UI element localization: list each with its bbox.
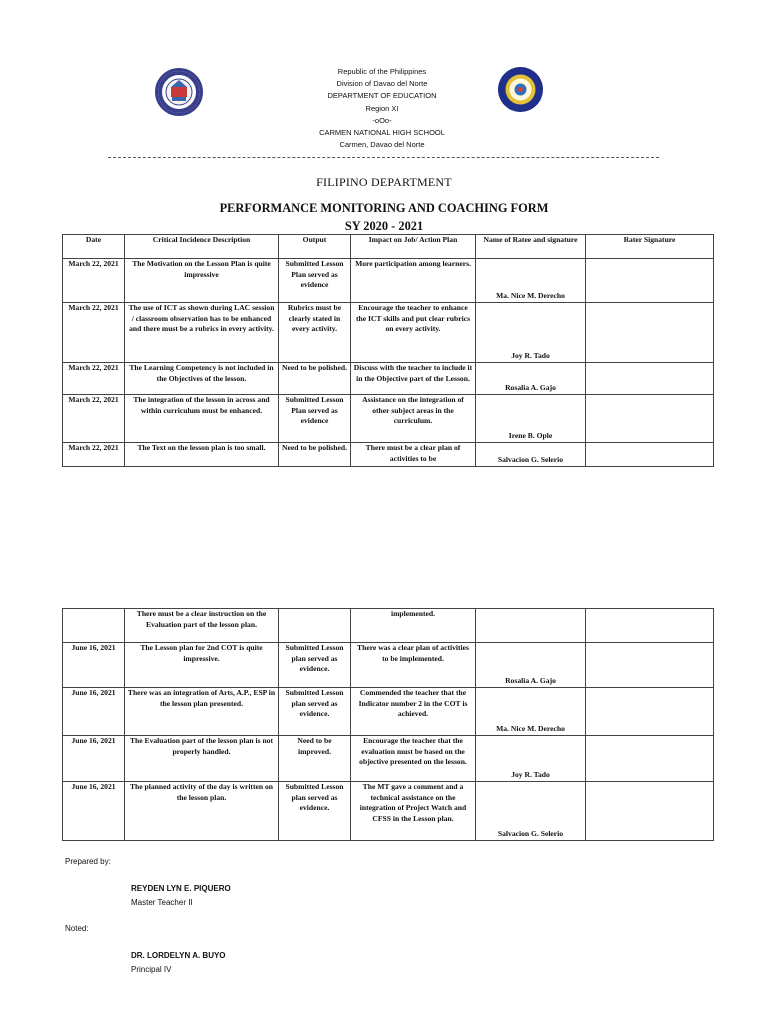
- output-cell: Rubrics must be clearly stated in every activity.: [279, 303, 351, 363]
- impact-cell: Encourage the teacher that the evaluation must be based on the objective presented on the lesson.: [351, 736, 476, 782]
- column-header-date: Date: [63, 235, 125, 259]
- prepared-by-label: Prepared by:: [65, 857, 111, 866]
- output-cell: Need to be polished.: [279, 363, 351, 395]
- header-department: DEPARTMENT OF EDUCATION: [327, 91, 437, 101]
- description-cell: The Text on the lesson plan is too small.: [125, 443, 279, 467]
- ratee-cell: Salvacion G. Selerio: [476, 782, 586, 841]
- header-address: Carmen, Davao del Norte: [339, 140, 425, 150]
- output-cell: Submitted Lesson Plan served as evidence: [279, 259, 351, 303]
- impact-cell: More participation among learners.: [351, 259, 476, 303]
- date-cell: March 22, 2021: [63, 303, 125, 363]
- table-row: [63, 688, 714, 736]
- table-row: [63, 643, 714, 688]
- rater-signature-cell: [586, 609, 714, 643]
- date-cell: March 22, 2021: [63, 443, 125, 467]
- impact-cell: implemented.: [351, 609, 476, 643]
- ratee-cell: Salvacion G. Selerio: [476, 443, 586, 467]
- output-cell: Submitted Lesson Plan served as evidence: [279, 395, 351, 443]
- rater-signature-cell: [586, 688, 714, 736]
- prepared-by-name: REYDEN LYN E. PIQUERO: [131, 884, 231, 893]
- output-cell: Submitted Lesson plan served as evidence.: [279, 688, 351, 736]
- impact-cell: There must be a clear plan of activities to be: [351, 443, 476, 467]
- rater-signature-cell: [586, 643, 714, 688]
- output-cell: Submitted Lesson plan served as evidence.: [279, 782, 351, 841]
- output-cell: Need to be improved.: [279, 736, 351, 782]
- table-row: [63, 443, 714, 467]
- output-cell: Need to be polished.: [279, 443, 351, 467]
- date-cell: June 16, 2021: [63, 782, 125, 841]
- description-cell: There must be a clear instruction on the Evaluation part of the lesson plan.: [125, 609, 279, 643]
- description-cell: The use of ICT as shown during LAC session / classroom observation has to be enhanced and there must be a rubrics in every activity.: [125, 303, 279, 363]
- rater-signature-cell: [586, 736, 714, 782]
- table-row: [63, 303, 714, 363]
- description-cell: The planned activity of the day is written on the lesson plan.: [125, 782, 279, 841]
- table-row: [63, 736, 714, 782]
- header-divider: [108, 157, 659, 158]
- noted-by-name: DR. LORDELYN A. BUYO: [131, 951, 226, 960]
- date-cell: March 22, 2021: [63, 363, 125, 395]
- deped-seal-logo: [155, 68, 203, 116]
- date-cell: June 16, 2021: [63, 688, 125, 736]
- date-cell: June 16, 2021: [63, 736, 125, 782]
- output-cell: [279, 609, 351, 643]
- ratee-cell: Ma. Nice M. Derecho: [476, 259, 586, 303]
- header-division: Division of Davao del Norte: [336, 79, 428, 89]
- column-header-description: Critical Incidence Description: [125, 235, 279, 259]
- date-cell: June 16, 2021: [63, 643, 125, 688]
- header-school: CARMEN NATIONAL HIGH SCHOOL: [319, 128, 445, 138]
- header-region: Region XI: [365, 103, 399, 113]
- date-cell: March 22, 2021: [63, 395, 125, 443]
- prepared-by-position: Master Teacher II: [131, 898, 193, 907]
- column-header-output: Output: [279, 235, 351, 259]
- description-cell: The Lesson plan for 2nd COT is quite impressive.: [125, 643, 279, 688]
- column-header-impact: Impact on Job/ Action Plan: [351, 235, 476, 259]
- table-header-row: [63, 235, 714, 259]
- date-cell: [63, 609, 125, 643]
- ratee-cell: Ma. Nice M. Derecho: [476, 688, 586, 736]
- rater-signature-cell: [586, 363, 714, 395]
- rater-signature-cell: [586, 395, 714, 443]
- ratee-cell: Joy R. Tado: [476, 736, 586, 782]
- date-cell: March 22, 2021: [63, 259, 125, 303]
- impact-cell: There was a clear plan of activities to be implemented.: [351, 643, 476, 688]
- ratee-cell: Joy R. Tado: [476, 303, 586, 363]
- rater-signature-cell: [586, 259, 714, 303]
- description-cell: The Learning Competency is not included in the Objectives of the lesson.: [125, 363, 279, 395]
- school-year: SY 2020 - 2021: [344, 219, 424, 233]
- description-cell: The Evaluation part of the lesson plan is not properly handled.: [125, 736, 279, 782]
- description-cell: The integration of the lesson in across and within curriculum must be enhanced.: [125, 395, 279, 443]
- deped-seal-icon: [158, 71, 200, 113]
- table-row: [63, 363, 714, 395]
- ratee-cell: [476, 609, 586, 643]
- description-cell: The Motivation on the Lesson Plan is quite impressive: [125, 259, 279, 303]
- letterhead: [230, 66, 534, 151]
- impact-cell: The MT gave a comment and a technical assistance on the integration of Project Watch and CFSS in the Lesson plan.: [351, 782, 476, 841]
- table-row: [63, 259, 714, 303]
- description-cell: There was an integration of Arts, A.P., ESP in the lesson plan presented.: [125, 688, 279, 736]
- impact-cell: Encourage the teacher to enhance the ICT skills and put clear rubrics on every activity.: [351, 303, 476, 363]
- table-row: [63, 782, 714, 841]
- impact-cell: Discuss with the teacher to include it in the Objective part of the Lesson.: [351, 363, 476, 395]
- column-header-ratee: Name of Ratee and signature: [476, 235, 586, 259]
- coaching-table-page-1: [62, 234, 714, 467]
- impact-cell: Commended the teacher that the Indicator number 2 in the COT is achieved.: [351, 688, 476, 736]
- department-title: FILIPINO DEPARTMENT: [316, 175, 452, 189]
- ratee-cell: Rosalia A. Gajo: [476, 363, 586, 395]
- noted-label: Noted:: [65, 924, 89, 933]
- rater-signature-cell: [586, 443, 714, 467]
- header-separator: -oOo-: [372, 115, 392, 125]
- coaching-table-page-2: [62, 608, 714, 841]
- table-row: [63, 395, 714, 443]
- impact-cell: Assistance on the integration of other subject areas in the curriculum.: [351, 395, 476, 443]
- rater-signature-cell: [586, 782, 714, 841]
- ratee-cell: Irene B. Ople: [476, 395, 586, 443]
- header-republic: Republic of the Philippines: [337, 67, 427, 76]
- rater-signature-cell: [586, 303, 714, 363]
- form-title: PERFORMANCE MONITORING AND COACHING FORM: [219, 201, 549, 215]
- column-header-rater: Rater Signature: [586, 235, 714, 259]
- noted-by-position: Principal IV: [131, 965, 172, 974]
- table-row: [63, 609, 714, 643]
- ratee-cell: Rosalia A. Gajo: [476, 643, 586, 688]
- output-cell: Submitted Lesson plan served as evidence.: [279, 643, 351, 688]
